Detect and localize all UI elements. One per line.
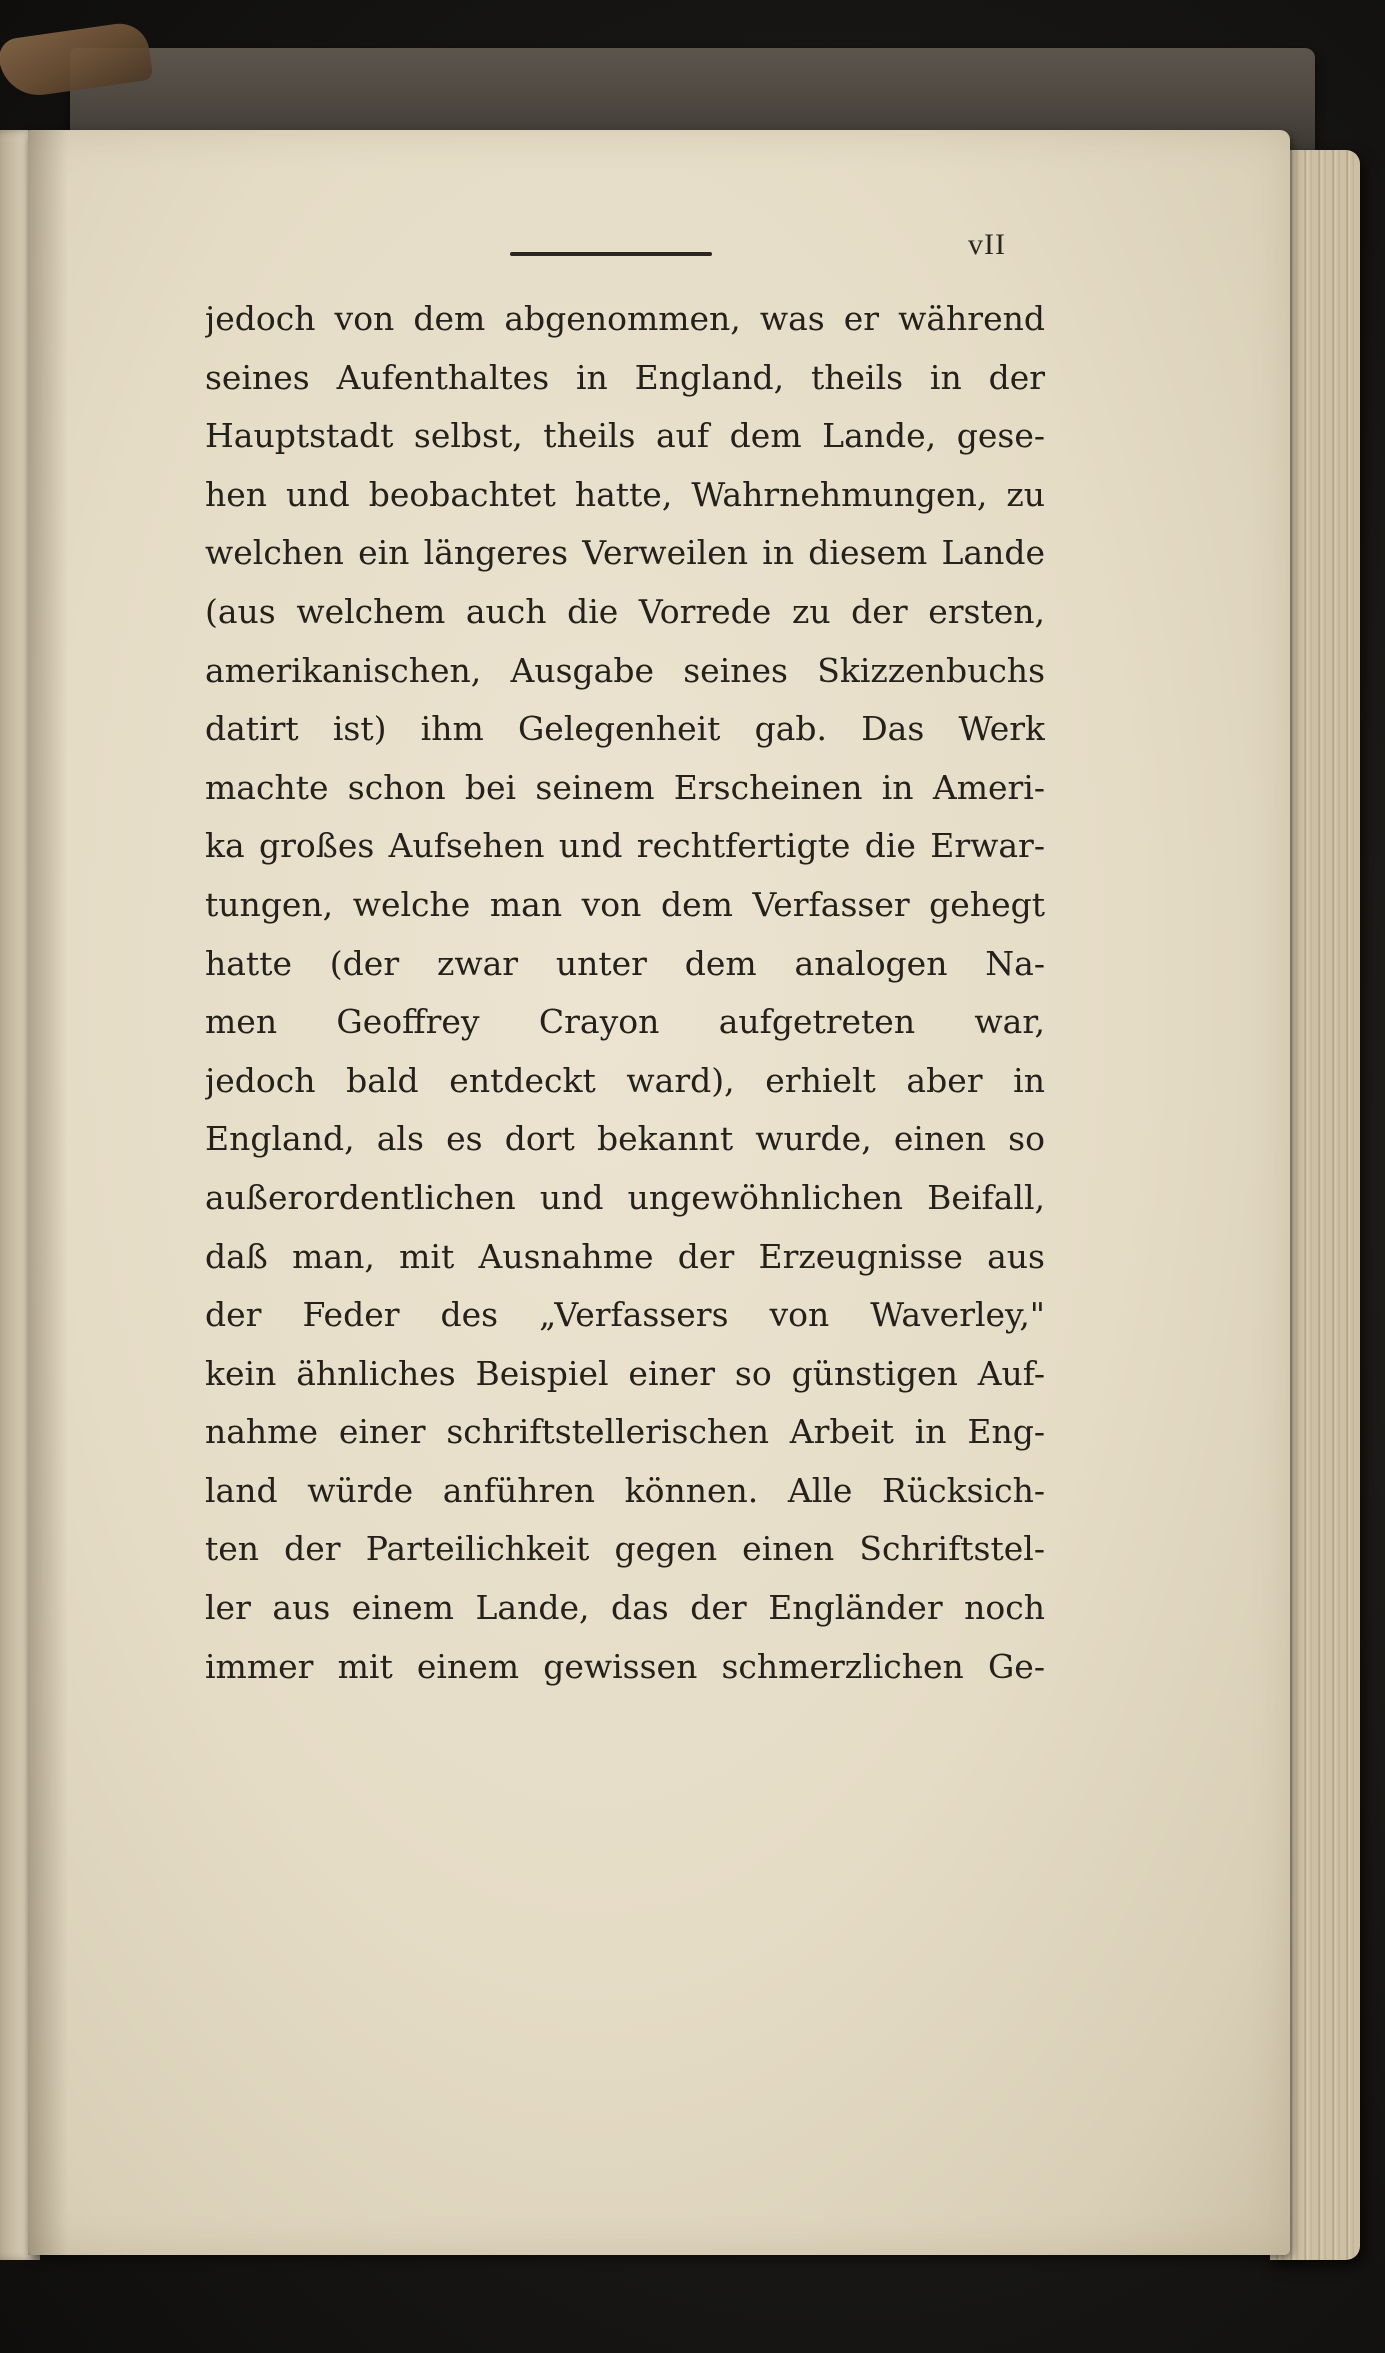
header-rule — [510, 252, 712, 256]
text-line: jedoch bald entdeckt ward), erhielt aber in — [205, 1060, 1045, 1100]
text-line: (aus welchem auch die Vorrede zu der ersten, — [205, 591, 1045, 631]
text-line: Hauptstadt selbst, theils auf dem Lande, gese- — [205, 416, 1045, 456]
text-line: jedoch von dem abgenommen, was er während — [205, 299, 1045, 338]
text-line: ten der Parteilichkeit gegen einen Schriftstel- — [205, 1529, 1045, 1569]
spine-shadow — [28, 130, 68, 2255]
text-line: ka großes Aufsehen und rechtfertigte die Erwar- — [205, 826, 1045, 866]
text-line: ler aus einem Lande, das der Engländer noch — [205, 1588, 1045, 1628]
text-line: hatte (der zwar unter dem analogen Na- — [205, 943, 1045, 983]
body-text — [205, 290, 1045, 1696]
text-line: der Feder des „Verfassers von Waverley," — [205, 1295, 1045, 1335]
text-line: machte schon bei seinem Erscheinen in Ameri- — [205, 767, 1045, 807]
text-line: land würde anführen können. Alle Rücksich- — [205, 1470, 1045, 1510]
text-line: tungen, welche man von dem Verfasser gehegt — [205, 884, 1045, 924]
text-line: daß man, mit Ausnahme der Erzeugnisse aus — [205, 1236, 1045, 1276]
text-line: kein ähnliches Beispiel einer so günstigen Auf- — [205, 1353, 1045, 1393]
text-line: England, als es dort bekannt wurde, einen so — [205, 1119, 1045, 1159]
text-line: men Geoffrey Crayon aufgetreten war, — [205, 1002, 1045, 1042]
page-number: vII — [968, 228, 1006, 261]
text-line: nahme einer schriftstellerischen Arbeit in Eng- — [205, 1412, 1045, 1452]
text-line: hen und beobachtet hatte, Wahrnehmungen, zu — [205, 474, 1045, 514]
text-line: seines Aufenthaltes in England, theils in der — [205, 357, 1045, 397]
text-line: außerordentlichen und ungewöhnlichen Beifall, — [205, 1177, 1045, 1217]
text-line: amerikanischen, Ausgabe seines Skizzenbuchs — [205, 650, 1045, 690]
text-line: datirt ist) ihm Gelegenheit gab. Das Werk — [205, 709, 1045, 749]
text-line: immer mit einem gewissen schmerzlichen Ge- — [205, 1646, 1045, 1686]
text-line: welchen ein längeres Verweilen in diesem Lande — [205, 533, 1045, 573]
